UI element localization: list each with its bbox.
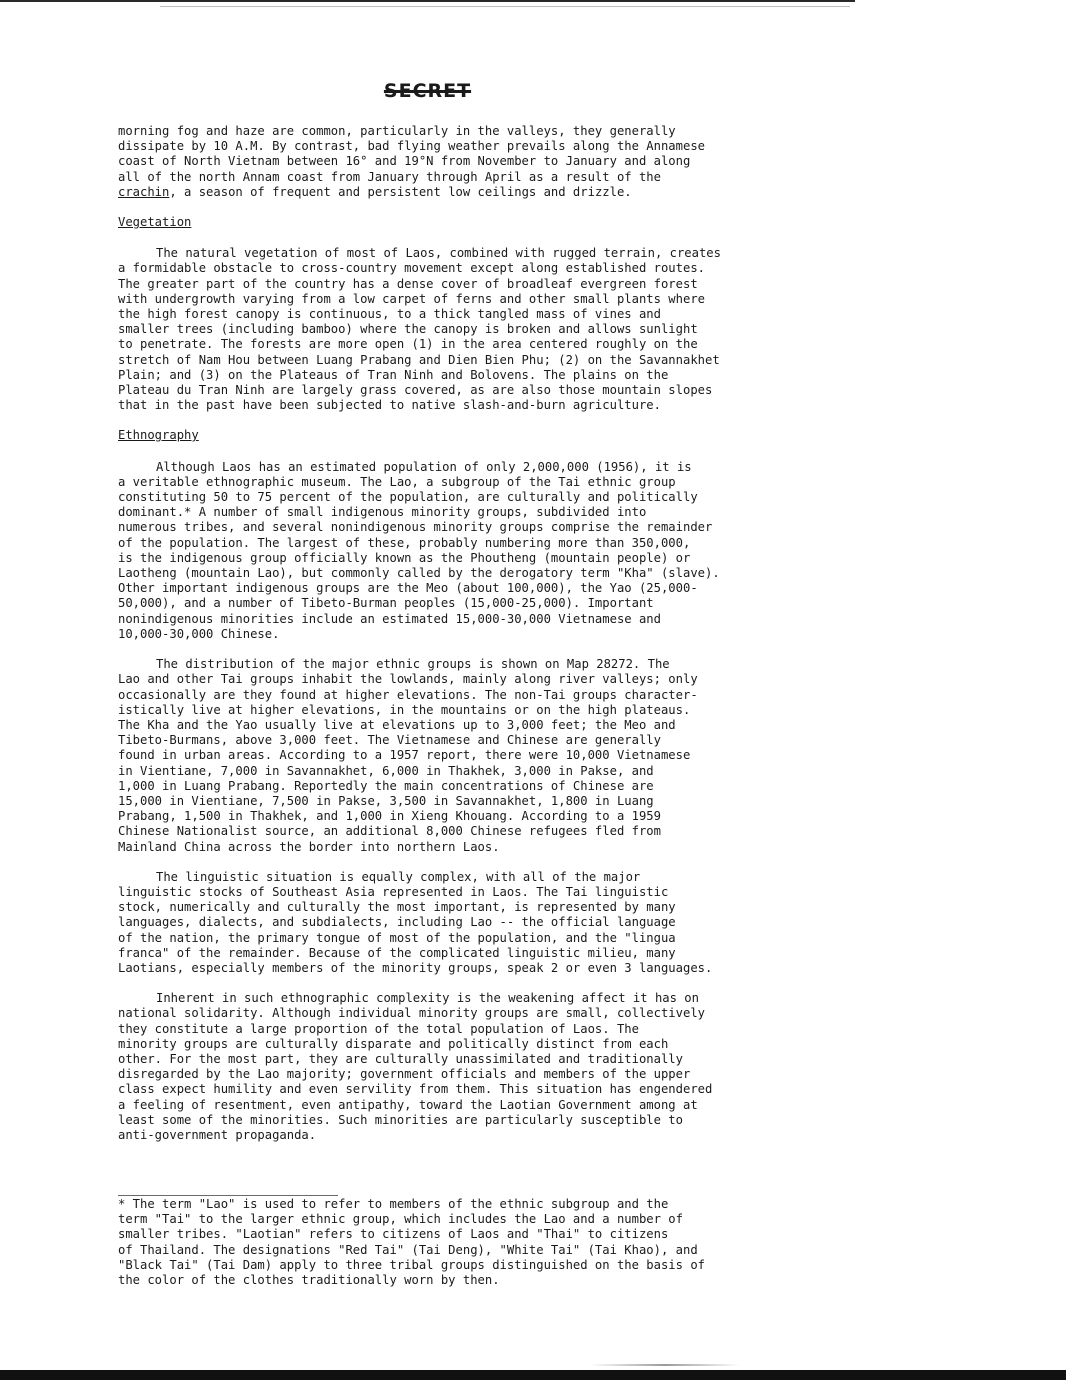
ethnography-heading: Ethnography — [118, 428, 199, 443]
ethnography-paragraph-1: Although Laos has an estimated population of only 2,000,000 (1956), it is a veritable ethnographic museum. The Lao, a subgroup of the Tai ethnic group constituting 50 to 75 percent of the population, are culturally and politically dominant.* A number of small indigenous minority groups, subdivided into numerous tribes, and several nonindigenous minority groups comprise the remainder of the population. The largest of these, probably numbering more than 350,000, is the indigenous group officially known as the Phoutheng (mountain people) or Laotheng (mountain Lao), but commonly called by the derogatory term "Kha" (slave). Other important indigenous groups are the Meo (about 100,000), the Yao (25,000- 50,000), and a number of Tibeto-Burman peoples (15,000-25,000). Important nonindigenous minorities include an estimated 15,000-30,000 Vietnamese and 10,000-30,000 Chinese. — [118, 459, 720, 641]
footnote: * The term "Lao" is used to refer to members of the ethnic subgroup and the term "Tai" to the larger ethnic group, which includes the Lao and a number of smaller tribes. "Laotian" refers to citizens of Laos and "Thai" to citizens of Thailand. The designations "Red Tai" (Tai Deng), "White Tai" (Tai Khao), and "Black Tai" (Tai Dam) apply to three tribal groups distinguished on the basis of the color of the clothes traditionally worn by then. — [118, 1197, 705, 1288]
document-body — [118, 124, 768, 1158]
ethnography-paragraph-3: The linguistic situation is equally complex, with all of the major linguistic stocks of Southeast Asia represented in Laos. The Tai linguistic stock, numerically and culturally the most important, is represented by many languages, dialects, and subdialects, including Lao -- the official language of the nation, the primary tongue of most of the population, and the "lingua franca" of the remainder. Because of the complicated linguistic milieu, many Laotians, especially members of the minority groups, speak 2 or even 3 languages. — [118, 869, 713, 975]
ethnography-paragraph-4: Inherent in such ethnographic complexity is the weakening affect it has on national solidarity. Although individual minority groups are small, collectively they constitute a large proportion of the total population of Laos. The minority groups are culturally disparate and politically distinct from each other. For the most part, they are culturally unassimilated and traditionally disregarded by the Lao majority; government officials and members of the upper class expect humility and even servility from them. This situation has engendered a feeling of resentment, even antipathy, toward the Laotian Government among at least some of the minorities. Such minorities are particularly susceptible to anti-government propaganda. — [118, 991, 713, 1142]
bottom-scan-smudge — [590, 1364, 740, 1366]
intro-text: morning fog and haze are common, particularly in the valleys, they generally dissipate by 10 A.M. By contrast, bad flying weather prevails along the Annamese coast of North Vietnam between 16° and 19°N from November to January and along all of the north Annam coast from January through April as a result of the — [118, 124, 705, 184]
intro-paragraph — [118, 124, 768, 200]
top-scan-rule — [0, 0, 855, 2]
intro-text-end: , a season of frequent and persistent low ceilings and drizzle. — [169, 184, 632, 199]
footnote-separator — [118, 1195, 338, 1196]
bottom-scan-bar — [0, 1370, 1066, 1380]
ethnography-paragraph-2: The distribution of the major ethnic groups is shown on Map 28272. The Lao and other Tai groups inhabit the lowlands, mainly along river valleys; only occasionally are they found at higher elevations. The non-Tai groups character- istically live at higher elevations, in the mountains or on the high plateaus. The Kha and the Yao usually live at elevations up to 3,000 feet; the Meo and Tibeto-Burmans, above 3,000 feet. The Vietnamese and Chinese are generally found in urban areas. According to a 1957 report, there were 10,000 Vietnamese in Vientiane, 7,000 in Savannakhet, 6,000 in Thakhek, 3,000 in Pakse, and 1,000 in Luang Prabang. Reportedly the main concentrations of Chinese are 15,000 in Vientiane, 7,500 in Pakse, 3,500 in Savannakhet, 1,800 in Luang Prabang, 1,500 in Thakhek, and 1,000 in Xieng Khouang. According to a 1959 Chinese Nationalist source, an additional 8,000 Chinese refugees fled from Mainland China across the border into northern Laos. — [118, 657, 698, 854]
vegetation-heading: Vegetation — [118, 215, 192, 230]
vegetation-paragraph: The natural vegetation of most of Laos, combined with rugged terrain, creates a formidable obstacle to cross-country movement except along established routes. The greater part of the country has a dense cover of broadleaf evergreen forest with undergrowth varying from a low carpet of ferns and other small plants where the high forest canopy is continuous, to a thick tangled mass of vines and smaller trees (including bamboo) where the canopy is broken and allows sunlight to penetrate. The forests are more open (1) in the area centered roughly on the stretch of Nam Hou between Luang Prabang and Dien Bien Phu; (2) on the Savannakhet Plain; and (3) on the Plateaus of Tran Ninh and Bolovens. The plains on the Plateau du Tran Ninh are largely grass covered, as are also those mountain slopes that in the past have been subjected to native slash-and-burn agriculture. — [118, 246, 721, 413]
crachin-term: crachin — [118, 184, 170, 199]
classification-marking: SECRET — [383, 80, 472, 102]
top-faint-rule — [160, 6, 850, 7]
